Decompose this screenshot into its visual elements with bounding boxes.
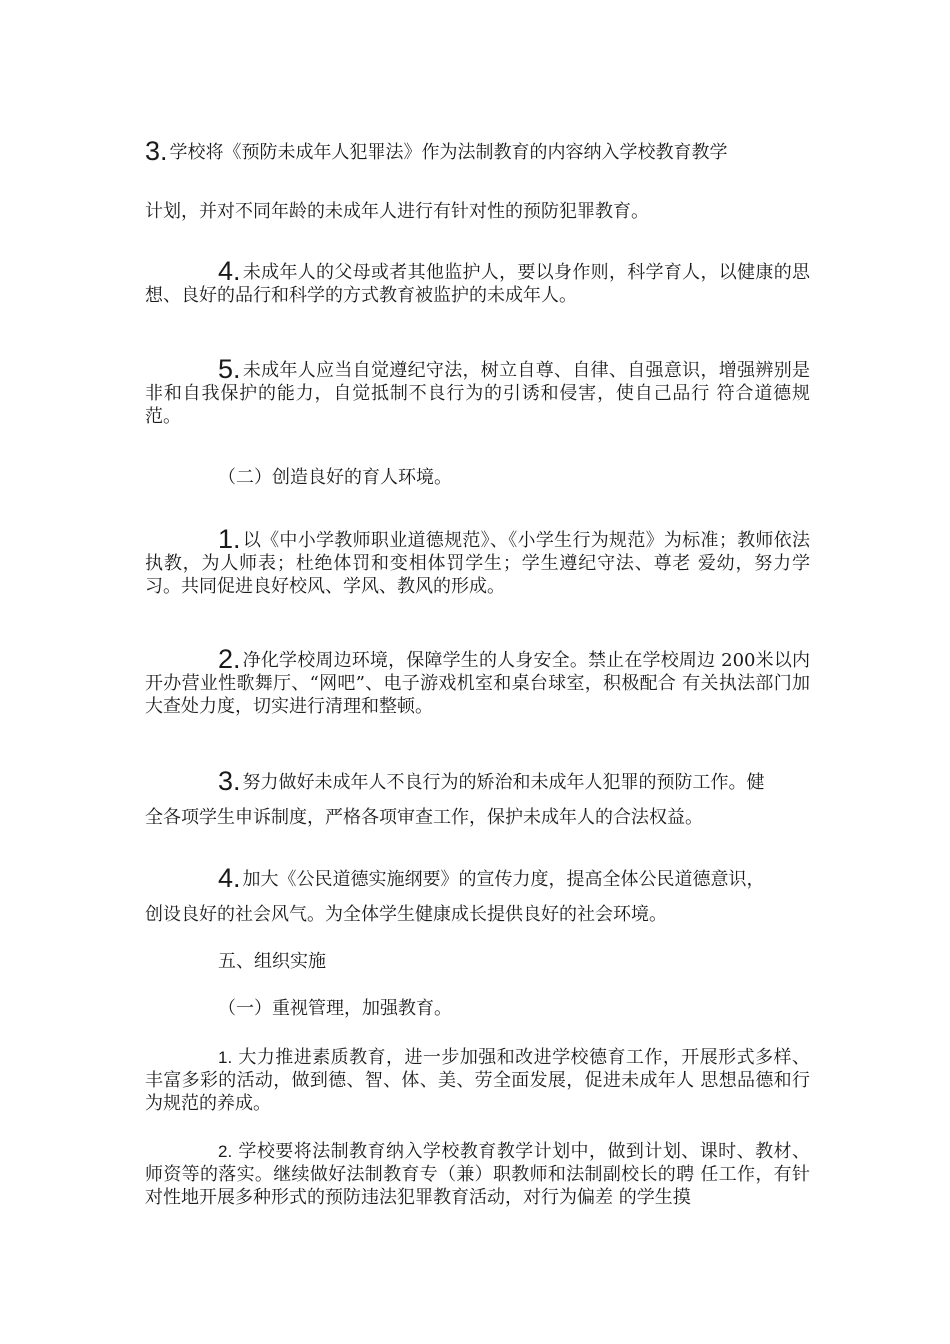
section-heading-environment: （二）创造良好的育人环境。 bbox=[218, 467, 452, 488]
paragraph-mgmt-2 bbox=[145, 1140, 810, 1209]
paragraph-4 bbox=[145, 256, 810, 307]
paragraph-env-1 bbox=[145, 524, 810, 598]
section-heading-organization: 五、组织实施 bbox=[218, 951, 326, 972]
paragraph-text: 学校将《预防未成年人犯罪法》作为法制教育的内容纳入学校教育教学 bbox=[169, 142, 728, 163]
paragraph-text: 全各项学生申诉制度，严格各项审查工作，保护未成年人的合法权益。 bbox=[145, 807, 703, 828]
item-number: 3. bbox=[145, 136, 168, 166]
paragraph-text: 未成年人的父母或者其他监护人，要以身作则，科学育人，以健康的思想、良好的品行和科学的方式教育被监护的未成年人。 bbox=[145, 262, 810, 306]
section-heading-management: （一）重视管理，加强教育。 bbox=[218, 998, 452, 1019]
paragraph-env-4 bbox=[145, 863, 810, 893]
paragraph-env-2 bbox=[145, 644, 810, 718]
item-number: 3. bbox=[218, 766, 241, 796]
paragraph-3-continued bbox=[145, 200, 810, 223]
item-number: 4. bbox=[218, 863, 241, 893]
paragraph-text: 以《中小学教师职业道德规范》、《小学生行为规范》为标准；教师依法执教，为人师表；杜绝体罚和变相体罚学生；学生遵纪守法、尊老 爱幼，努力学习。共同促进良好校风、学风、教风的形成。 bbox=[145, 530, 810, 597]
paragraph-mgmt-1 bbox=[145, 1046, 810, 1115]
item-number: 1. bbox=[218, 524, 241, 554]
item-number: 2. bbox=[218, 1142, 233, 1161]
paragraph-text: 创设良好的社会风气。为全体学生健康成长提供良好的社会环境。 bbox=[145, 904, 667, 925]
item-number: 1. bbox=[218, 1048, 233, 1067]
item-number: 2. bbox=[218, 644, 241, 674]
paragraph-env-4-continued bbox=[145, 903, 810, 926]
paragraph-text: 未成年人应当自觉遵纪守法，树立自尊、自律、自强意识，增强辨别是非和自我保护的能力，自觉抵制不良行为的引诱和侵害，使自己品行 符合道德规范。 bbox=[145, 360, 810, 427]
paragraph-3 bbox=[145, 136, 810, 166]
paragraph-text: 净化学校周边环境，保障学生的人身安全。禁止在学校周边 200米以内开办营业性歌舞厅、“网吧”、电子游戏机室和桌台球室，积极配合 有关执法部门加大查处力度，切实进行清理和整顿。 bbox=[145, 650, 810, 717]
paragraph-text: 努力做好未成年人不良行为的矫治和未成年人犯罪的预防工作。健 bbox=[242, 772, 765, 793]
paragraph-5 bbox=[145, 354, 810, 428]
paragraph-env-3 bbox=[145, 766, 810, 796]
paragraph-text: 加大《公民道德实施纲要》的宣传力度，提高全体公民道德意识， bbox=[242, 869, 765, 890]
paragraph-text: 大力推进素质教育，进一步加强和改进学校德育工作，开展形式多样、丰富多彩的活动，做到德、智、体、美、劳全面发展，促进未成年人 思想品德和行为规范的养成。 bbox=[145, 1047, 810, 1114]
paragraph-env-3-continued bbox=[145, 806, 810, 829]
paragraph-text: 计划，并对不同年龄的未成年人进行有针对性的预防犯罪教育。 bbox=[145, 201, 649, 222]
paragraph-text: 学校要将法制教育纳入学校教育教学计划中，做到计划、课时、教材、师资等的落实。继续做好法制教育专（兼）职教师和法制副校长的聘 任工作，有针对性地开展多种形式的预防违法犯罪教育活动，对行为偏差 的学生摸 bbox=[145, 1141, 810, 1208]
item-number: 4. bbox=[218, 256, 241, 286]
item-number: 5. bbox=[218, 354, 241, 384]
